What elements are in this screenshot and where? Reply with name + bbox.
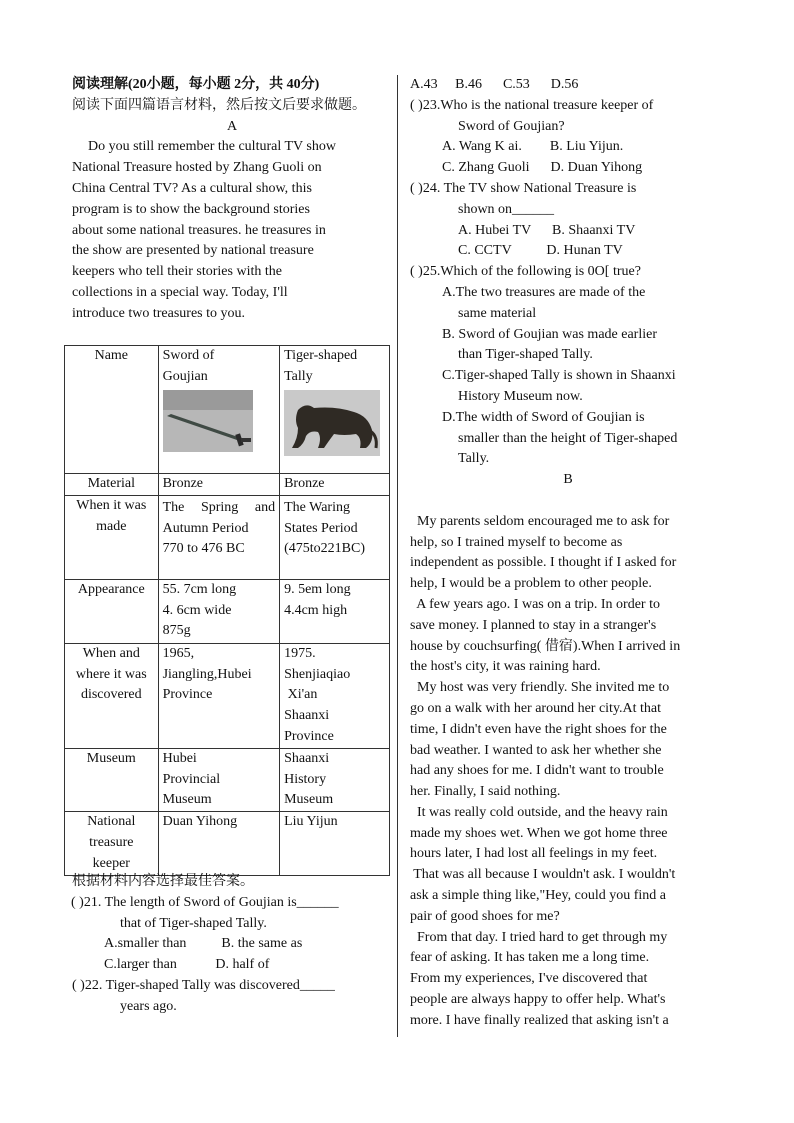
cell-line: Province — [162, 687, 213, 703]
passage-line: From my experiences, I've discovered that — [410, 971, 648, 987]
column-divider — [397, 75, 398, 1037]
cell-line: Shaanxi — [284, 750, 330, 766]
cell-line: (475to221BC) — [284, 541, 365, 557]
passage-line: It was really cold outside, and the heavy rain — [410, 804, 668, 820]
question-25-option-line: B. Sword of Goujian was made earlier — [442, 326, 657, 342]
question-25-option-line: Tally. — [458, 451, 490, 467]
passage-line: go on a walk with her around her city.At that — [410, 700, 662, 716]
cell-line: 55. 7cm long — [162, 581, 237, 597]
task-instruction: 根据材料内容选择最佳答案。 — [72, 874, 254, 889]
passage-line: My parents seldom encouraged me to ask for — [410, 513, 670, 529]
question-24-stem-cont: shown on______ — [458, 201, 555, 217]
passage-line: more. I have finally realized that asking isn't a — [410, 1012, 669, 1028]
question-25-stem: ( )25.Which of the following is 0O[ true? — [410, 264, 641, 280]
passage-line: A few years ago. I was on a trip. In order to — [410, 596, 660, 612]
question-21-options-2: C.larger than D. half of — [104, 957, 270, 973]
cell-line: Shenjiaqiao — [284, 666, 351, 682]
cell-line: Museum — [284, 792, 334, 808]
passage-a-label: A — [226, 118, 238, 134]
passage-line: From that day. I tried hard to get through my — [410, 929, 668, 945]
table-header-cell: Name — [65, 346, 159, 474]
intro-line: the show are presented by national treasure — [72, 243, 314, 259]
passage-b-label: B — [563, 472, 573, 488]
passage-line: had any shoes for me. I didn't want to trouble — [410, 763, 664, 779]
cell-line: Province — [284, 728, 334, 744]
table-cell — [158, 748, 280, 811]
passage-line: made my shoes wet. When we got home three — [410, 825, 668, 841]
question-24-options-2: C. CCTV D. Hunan TV — [458, 243, 623, 259]
passage-line: time, I didn't even have the right shoes for the — [410, 721, 667, 737]
instruction: 阅读下面四篇语言材料，然后按文后要求做题。 — [72, 97, 366, 113]
passage-line: save money. I planned to stay in a stranger's — [410, 617, 657, 633]
row-label: When it was made — [65, 495, 159, 579]
table-header-cell — [280, 346, 390, 474]
passage-line: bad weather. I wanted to ask her whether she — [410, 742, 662, 758]
cell-line: History — [284, 771, 327, 787]
question-21-options-1: A.smaller than B. the same as — [104, 936, 303, 952]
sword-image — [163, 390, 253, 452]
cell-line: Hubei — [162, 750, 197, 766]
intro-line: keepers who tell their stories with the — [72, 264, 282, 280]
question-22-stem-cont: years ago. — [120, 998, 177, 1014]
question-21-stem-cont: that of Tiger-shaped Tally. — [120, 915, 267, 931]
intro-line: National Treasure hosted by Zhang Guoli on — [72, 160, 322, 176]
table-cell — [280, 495, 390, 579]
row-label: Appearance — [65, 579, 159, 643]
table-row — [65, 474, 390, 496]
intro-line: introduce two treasures to you. — [72, 305, 246, 321]
passage-line: the host's city, it was raining hard. — [410, 659, 601, 675]
cell-line: 9. 5em long — [284, 581, 351, 597]
table-row — [65, 812, 390, 876]
table-row — [65, 579, 390, 643]
table-row — [65, 495, 390, 579]
cell-line: The Waring — [284, 499, 350, 515]
intro-line: collections in a special way. Today, I'll — [72, 284, 288, 300]
spacer — [410, 491, 726, 512]
cell-line: Autumn Period — [162, 520, 249, 536]
question-25-option-line: A.The two treasures are made of the — [442, 284, 646, 300]
table-row — [65, 643, 390, 748]
cell-line: Jiangling,Hubei — [162, 666, 252, 682]
question-21-stem: ( )21. The length of Sword of Goujian is______ — [71, 894, 339, 910]
table-cell — [158, 579, 280, 643]
cell-line: 4.4cm high — [284, 602, 348, 618]
row-label: When and where it was discovered — [65, 643, 159, 748]
treasure-table — [64, 345, 390, 876]
question-22-stem: ( )22. Tiger-shaped Tally was discovered_____ — [72, 977, 335, 993]
cell-line: 1965, — [162, 645, 195, 661]
table-cell: Liu Yijun — [280, 812, 390, 876]
question-23-stem: ( )23.Who is the national treasure keeper of — [410, 97, 654, 113]
question-25-option-line: smaller than the height of Tiger-shaped — [458, 430, 678, 446]
table-cell — [158, 495, 280, 579]
passage-line: help, so I trained myself to become as — [410, 534, 623, 550]
passage-line: pair of good shoes for me? — [410, 908, 560, 924]
row-label: Material — [65, 474, 159, 496]
intro-line: program is to show the background stories — [72, 201, 310, 217]
right-column — [410, 75, 726, 1032]
question-25-option-line: than Tiger-shaped Tally. — [458, 347, 593, 363]
left-questions — [72, 872, 392, 1018]
table-cell — [280, 579, 390, 643]
cell-line: 770 to 476 BC — [162, 541, 245, 557]
passage-line: That was all because I wouldn't ask. I wouldn't — [410, 867, 676, 883]
section-heading: 阅读理解(20小题，每小题 2分，共 40分) — [72, 77, 320, 92]
passage-line: My host was very friendly. She invited me to — [410, 680, 670, 696]
question-23-options-1: A. Wang K ai. B. Liu Yijun. — [442, 139, 624, 155]
cell-line: Shaanxi — [284, 708, 330, 724]
passage-line: house by couchsurfing( 借宿).When I arrived in — [410, 638, 681, 654]
table-cell — [280, 748, 390, 811]
table-cell: Bronze — [280, 474, 390, 496]
cell-line: Provincial — [162, 771, 221, 787]
intro-paragraph — [72, 137, 392, 324]
table-cell: Bronze — [158, 474, 280, 496]
question-23-options-2: C. Zhang Guoli D. Duan Yihong — [442, 160, 643, 176]
question-24-stem: ( )24. The TV show National Treasure is — [410, 180, 637, 196]
left-column — [72, 75, 392, 325]
passage-line: help, I would be a problem to other people. — [410, 576, 652, 592]
row-label: Museum — [65, 748, 159, 811]
question-25-option-line: D.The width of Sword of Goujian is — [442, 409, 645, 425]
question-25-option-line: C.Tiger-shaped Tally is shown in Shaanxi — [442, 368, 676, 384]
intro-line: about some national treasures. he treasures in — [72, 222, 326, 238]
question-25-option-line: History Museum now. — [458, 388, 583, 404]
passage-line: independent as possible. I thought if I asked for — [410, 555, 677, 571]
question-22-options: A.43 B.46 C.53 D.56 — [410, 77, 579, 92]
cell-line: Xi'an — [284, 687, 318, 703]
cell-line: 1975. — [284, 645, 316, 661]
question-24-options-1: A. Hubei TV B. Shaanxi TV — [458, 222, 636, 238]
table-row — [65, 748, 390, 811]
intro-line: Do you still remember the cultural TV show — [88, 139, 336, 155]
intro-line: China Central TV? As a cultural show, this — [72, 180, 312, 196]
table-cell — [280, 643, 390, 748]
cell-line: Museum — [162, 792, 212, 808]
passage-line: ask a simple thing like,"Hey, could you find a — [410, 888, 666, 904]
question-25-option-line: same material — [458, 305, 537, 321]
tiger-image — [284, 390, 380, 456]
cell-line: The Spring and — [162, 499, 276, 515]
cell-line: 4. 6cm wide — [162, 602, 232, 618]
table-row — [65, 346, 390, 474]
sword-name: Sword of Goujian — [162, 348, 215, 384]
passage-line: her. Finally, I said nothing. — [410, 784, 561, 800]
table-cell: Duan Yihong — [158, 812, 280, 876]
table-header-cell — [158, 346, 280, 474]
tally-name: Tiger-shaped Tally — [284, 348, 358, 384]
passage-line: hours later, I had lost all feelings in my feet. — [410, 846, 658, 862]
row-label: National treasure keeper — [65, 812, 159, 876]
cell-line: States Period — [284, 520, 358, 536]
question-23-stem-cont: Sword of Goujian? — [458, 118, 565, 134]
cell-line: 875g — [162, 623, 191, 639]
passage-line: fear of asking. It has taken me a long time. — [410, 950, 650, 966]
passage-b-text — [410, 512, 726, 1032]
table-cell — [158, 643, 280, 748]
passage-line: people are always happy to offer help. What's — [410, 992, 666, 1008]
